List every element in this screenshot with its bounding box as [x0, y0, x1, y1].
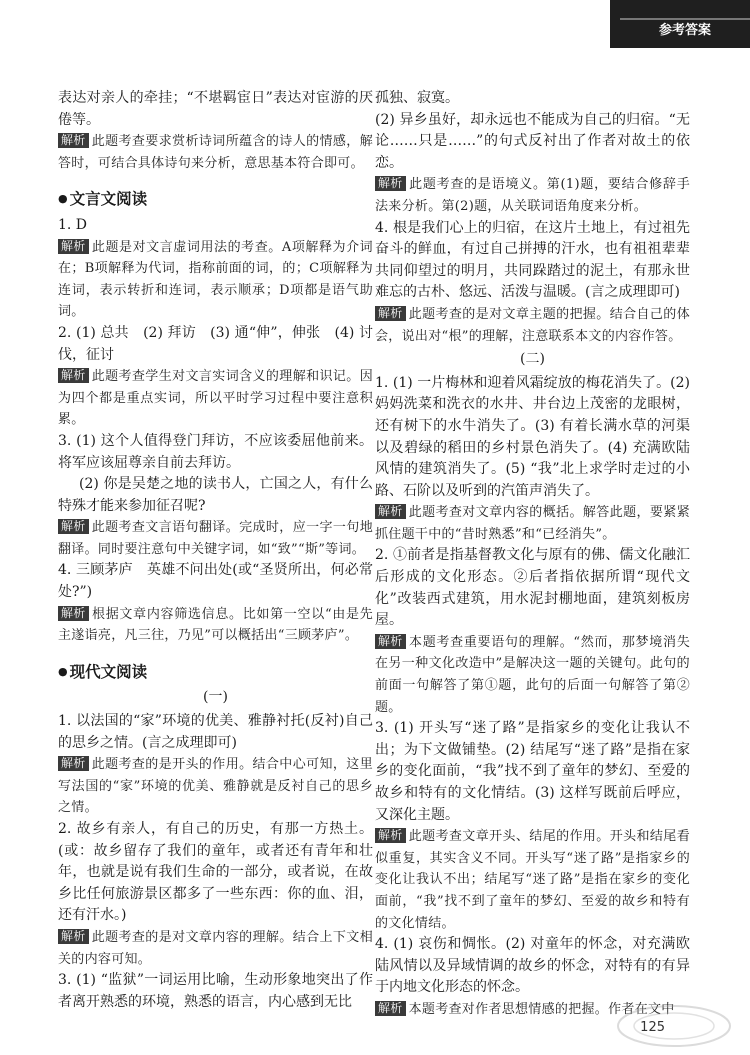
watermark-logo	[614, 1003, 734, 1049]
analysis-text: 本题考查对作者思想情感的把握。作者在文中	[408, 1001, 675, 1017]
answer-text: 1. (1) 一片梅林和迎着风霜绽放的梅花消失了。(2) 妈妈洗菜和洗衣的水井、井台边上茂密的龙眼树，还有树下的水牛消失了。(3) 有着长满水草的河渠以及碧绿的稻田的乡村景色消失了。(4) 充满欧陆风情的建筑消失了。(5) “我”北上求学时走过的小路、石阶以及听到的汽笛声消失了。	[375, 374, 690, 499]
section-title: 文言文阅读	[69, 190, 148, 209]
analysis-text: 此题考查文言语句翻译。完成时，应一字一句地翻译。同时要注意句中关键字词，如“致”“斯”等词。	[58, 520, 373, 557]
bullet-icon: ●	[58, 664, 68, 678]
analysis-tag: 解析	[58, 368, 89, 383]
answer-text: (2) 你是吴楚之地的读书人，亡国之人，有什么特殊才能来参加征召呢?	[58, 476, 373, 514]
answer-text: 表达对亲人的牵挂；“不堪羁宦日”表达对宦游的厌倦等。	[58, 90, 373, 128]
analysis-block	[375, 502, 690, 545]
analysis-tag: 解析	[58, 756, 89, 771]
analysis-text: 根据文章内容筛选信息。比如第一空以“由是先主遂诣亮，凡三往，乃见”可以概括出“三顾茅庐”。	[58, 606, 373, 644]
answer-text: 4. (1) 哀伤和惆怅。(2) 对童年的怀念，对充满欧陆风情以及异域情调的故乡的怀念，对特有的有异于内地文化形态的怀念。	[375, 936, 690, 996]
answer-text: 3. (1) 这个人值得登门拜访，不应该委屈他前来。将军应该屈尊亲自前去拜访。	[58, 432, 373, 471]
analysis-tag: 解析	[375, 1001, 406, 1016]
analysis-block	[375, 632, 690, 718]
analysis-block	[58, 237, 373, 323]
analysis-block	[58, 131, 373, 174]
analysis-block	[58, 604, 373, 647]
analysis-text: 此题考查的是开头的作用。结合中心可知，这里写法国的“家”环境的优美、雅静就是反衬自己的思乡之情。	[58, 757, 373, 816]
answer-text: (2) 异乡虽好，却永远也不能成为自己的归宿。“无论……只是……”的句式反衬出了作者对故土的依恋。	[375, 111, 690, 171]
analysis-block	[58, 366, 373, 431]
analysis-tag: 解析	[58, 519, 89, 534]
analysis-tag: 解析	[375, 634, 406, 649]
analysis-text: 此题考查的是对文章主题的把握。结合自己的体会，说出对“根”的理解，注意联系本文的内容作答。	[375, 306, 690, 344]
answer-text: 2. 故乡有亲人，有自己的历史，有那一方热土。(或：故乡留存了我们的童年，或者还有青年和壮年，也就是说有我们生命的一部分，或者说，在故乡比任何旅游景区都多了一些东西：你的血、泪，还有汗水。)	[58, 821, 373, 924]
analysis-block	[375, 174, 690, 217]
analysis-block	[375, 304, 690, 347]
analysis-text: 此题考查的是语境义。第(1)题，要结合修辞手法来分析。第(2)题，从关联词语角度来分析。	[375, 177, 690, 214]
part-label: (一)	[203, 689, 228, 706]
right-column	[375, 88, 690, 1021]
answer-text: 4. 三顾茅庐 英雄不问出处(或“圣贤所出，何必常处?”)	[58, 562, 373, 601]
analysis-text: 此题考查学生对文言实词含义的理解和识记。因为四个都是重点实词，所以平时学习过程中要注意积累。	[58, 369, 373, 428]
analysis-text: 此题考查文章开头、结尾的作用。开头和结尾看似重复，其实含义不同。开头写“迷了路”是指家乡的变化让我认不出；结尾写“迷了路”是指在家乡的变化面前，“我”找不到了童年的梦幻、至爱的故乡和特有的文化情结。	[375, 829, 690, 931]
section-heading	[58, 661, 373, 684]
answer-text: 1. 以法国的“家”环境的优美、雅静衬托(反衬)自己的思乡之情。(言之成理即可)	[58, 713, 373, 751]
analysis-tag: 解析	[375, 176, 406, 191]
analysis-tag: 解析	[375, 306, 406, 321]
analysis-tag: 解析	[58, 929, 89, 944]
analysis-block	[58, 927, 373, 970]
analysis-block	[58, 754, 373, 819]
answer-text: 3. (1) “监狱”一词运用比喻，生动形象地突出了作者离开熟悉的环境，熟悉的语言，内心感到无比	[58, 972, 373, 1010]
analysis-text: 本题考查重要语句的理解。“然而，那梦境消失在另一种文化改造中”是解决这一题的关键句。此句的前面一句解答了第①题，此句的后面一句解答了第②题。	[375, 634, 690, 715]
answer-text: 2. (1) 总共 (2) 拜访 (3) 通“伸”，伸张 (4) 讨伐，征讨	[58, 324, 373, 363]
analysis-block	[58, 517, 373, 560]
page-number: 125	[640, 1020, 665, 1035]
analysis-text: 此题考查要求赏析诗词所蕴含的诗人的情感，解答时，可结合具体诗句来分析，意思基本符合即可。	[58, 134, 373, 171]
analysis-block	[375, 826, 690, 934]
analysis-tag: 解析	[58, 606, 89, 621]
answer-text: 2. ①前者是指基督教文化与原有的佛、儒文化融汇后形成的文化形态。②后者指依据所谓“现代文化”改装西式建筑，用水泥封棚地面，建筑刻板房屋。	[375, 547, 690, 629]
answer-text: 4. 根是我们心上的归宿，在这片土地上，有过祖先奋斗的鲜血，有过自己拼搏的汗水，也有祖祖辈辈共同仰望过的明月，共同跺踏过的泥土，有那永世难忘的古朴、悠远、活泼与温暖。(言之成理即可)	[375, 219, 690, 301]
analysis-tag: 解析	[375, 828, 406, 843]
part-label: (二)	[520, 351, 545, 368]
answer-text: 孤独、寂寞。	[375, 90, 459, 106]
section-heading	[58, 188, 373, 211]
analysis-tag: 解析	[58, 133, 89, 148]
answer-text: 3. (1) 开头写“迷了路”是指家乡的变化让我认不出；为下文做铺垫。(2) 结尾写“迷了路”是指在家乡的变化面前，“我”找不到了童年的梦幻、至爱的故乡和特有的文化情结。(3) 这样写既前后呼应，又深化主题。	[375, 720, 690, 823]
bullet-icon: ●	[58, 192, 68, 206]
analysis-tag: 解析	[375, 504, 406, 519]
section-title: 现代文阅读	[69, 662, 148, 681]
analysis-tag: 解析	[58, 239, 89, 254]
header-title: 参考答案	[620, 18, 750, 42]
left-column	[58, 88, 373, 1013]
answer-text: 1. D	[58, 216, 88, 233]
analysis-text: 此题是对文言虚词用法的考查。A项解释为介词在；B项解释为代词，指称前面的词，的；C项解释为连词，表示转折和连词，表示顺承；D项都是语气助词。	[58, 239, 373, 320]
analysis-text: 此题考查对文章内容的概括。解答此题，要紧紧抓住题干中的“昔时熟悉”和“已经消失”。	[375, 505, 690, 542]
analysis-text: 此题考查的是对文章内容的理解。结合上下文相关的内容可知。	[58, 929, 373, 967]
